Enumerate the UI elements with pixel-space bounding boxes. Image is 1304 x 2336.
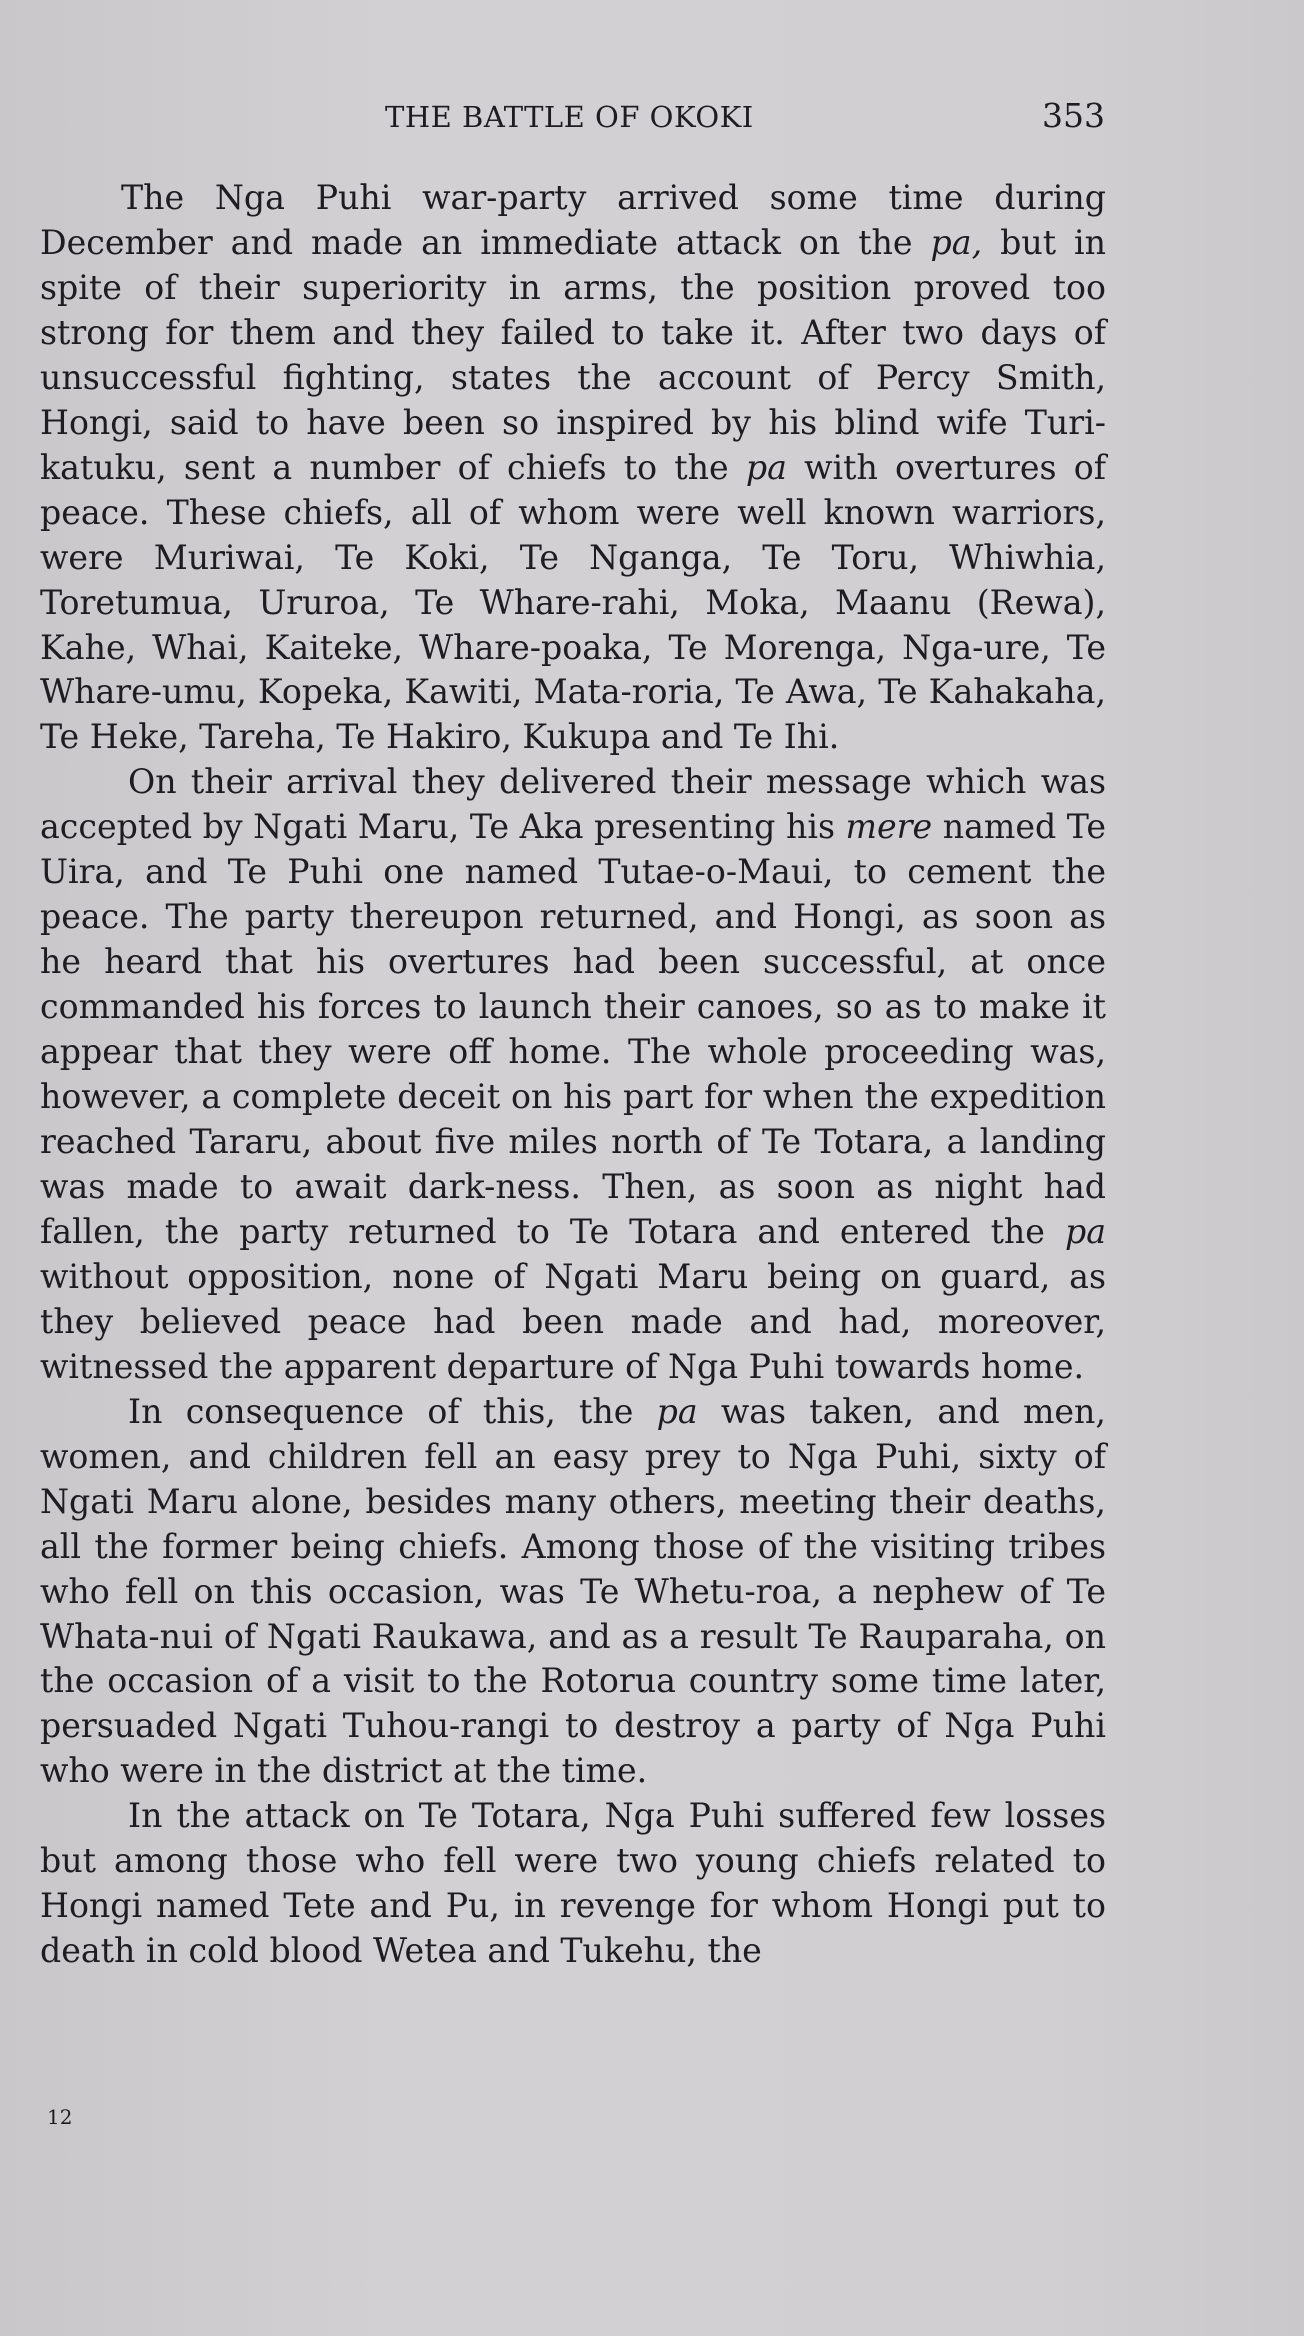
italic-term: pa, — [930, 222, 983, 262]
paragraph — [40, 760, 1106, 1389]
italic-term: mere — [845, 807, 933, 847]
text-run: On their arrival they delivered their message which was accepted by Ngati Maru, Te Aka presenting his — [40, 762, 1106, 847]
italic-term: pa — [656, 1391, 698, 1431]
text-run: named Te Uira, and Te Puhi one named Tutae-o-Maui, to cement the peace. The party thereupon returned, and Hongi, as soon as he heard that his overtures had been successful, at once commanded his forces to launch their canoes, so as to make it appear that they were off home. The whole proceeding was, however, a complete deceit on his part for when the expedition reached Tararu, about five miles north of Te Totara, a landing was made to await dark-ness. Then, as soon as night had fallen, the party returned to Te Totara and entered the — [40, 807, 1106, 1251]
paragraph — [40, 176, 1106, 760]
paragraph — [40, 1794, 1106, 1974]
text-run: In consequence of this, the — [128, 1391, 657, 1431]
italic-term: pa — [745, 447, 787, 487]
italic-term: pa — [1064, 1211, 1106, 1251]
text-run: was taken, and men, women, and children fell an easy prey to Nga Puhi, sixty of Ngati Maru alone, besides many others, meeting their deaths, all the former being chiefs. Among those of the visiting tribes who fell on this occasion, was Te Whetu-roa, a nephew of Te Whata-nui of Ngati Raukawa, and as a result Te Rauparaha, on the occasion of a visit to the Rotorua country some time later, persuaded Ngati Tuhou-rangi to destroy a party of Nga Puhi who were in the district at the time. — [40, 1391, 1106, 1791]
text-run: without opposition, none of Ngati Maru being on guard, as they believed peace had been made and had, moreover, witnessed the apparent departure of Nga Puhi towards home. — [40, 1256, 1106, 1386]
text-run: The Nga Puhi war-party arrived some time during December and made an immediate attack on the — [40, 178, 1106, 262]
text-run: but in spite of their superiority in arms, the position proved too strong for them and they failed to take it. After two days of unsuccessful fighting, states the account of Percy Smith, Hongi, said to have been so inspired by his blind wife Turi-katuku, sent a number of chiefs to the — [40, 222, 1107, 487]
paragraph — [40, 1390, 1106, 1795]
page-number: 353 — [1042, 96, 1105, 135]
running-head — [385, 96, 1105, 135]
running-title: THE BATTLE OF OKOKI — [385, 100, 754, 134]
body-text — [40, 176, 1106, 1974]
text-run: with overtures of peace. These chiefs, all of whom were well known warriors, were Muriwai, Te Koki, Te Nganga, Te Toru, Whiwhia, Toretumua, Ururoa, Te Whare-rahi, Moka, Maanu (Rewa), Kahe, Whai, Kaiteke, Whare-poaka, Te Morenga, Nga-ure, Te Whare-umu, Kopeka, Kawiti, Mata-roria, Te Awa, Te Kahakaha, Te Heke, Tareha, Te Hakiro, Kukupa and Te Ihi. — [40, 447, 1106, 757]
signature-mark: 12 — [47, 2105, 73, 2129]
text-run: In the attack on Te Totara, Nga Puhi suffered few losses but among those who fell were two young chiefs related to Hongi named Tete and Pu, in revenge for whom Hongi put to death in cold blood Wetea and Tukehu, the — [40, 1796, 1106, 1971]
